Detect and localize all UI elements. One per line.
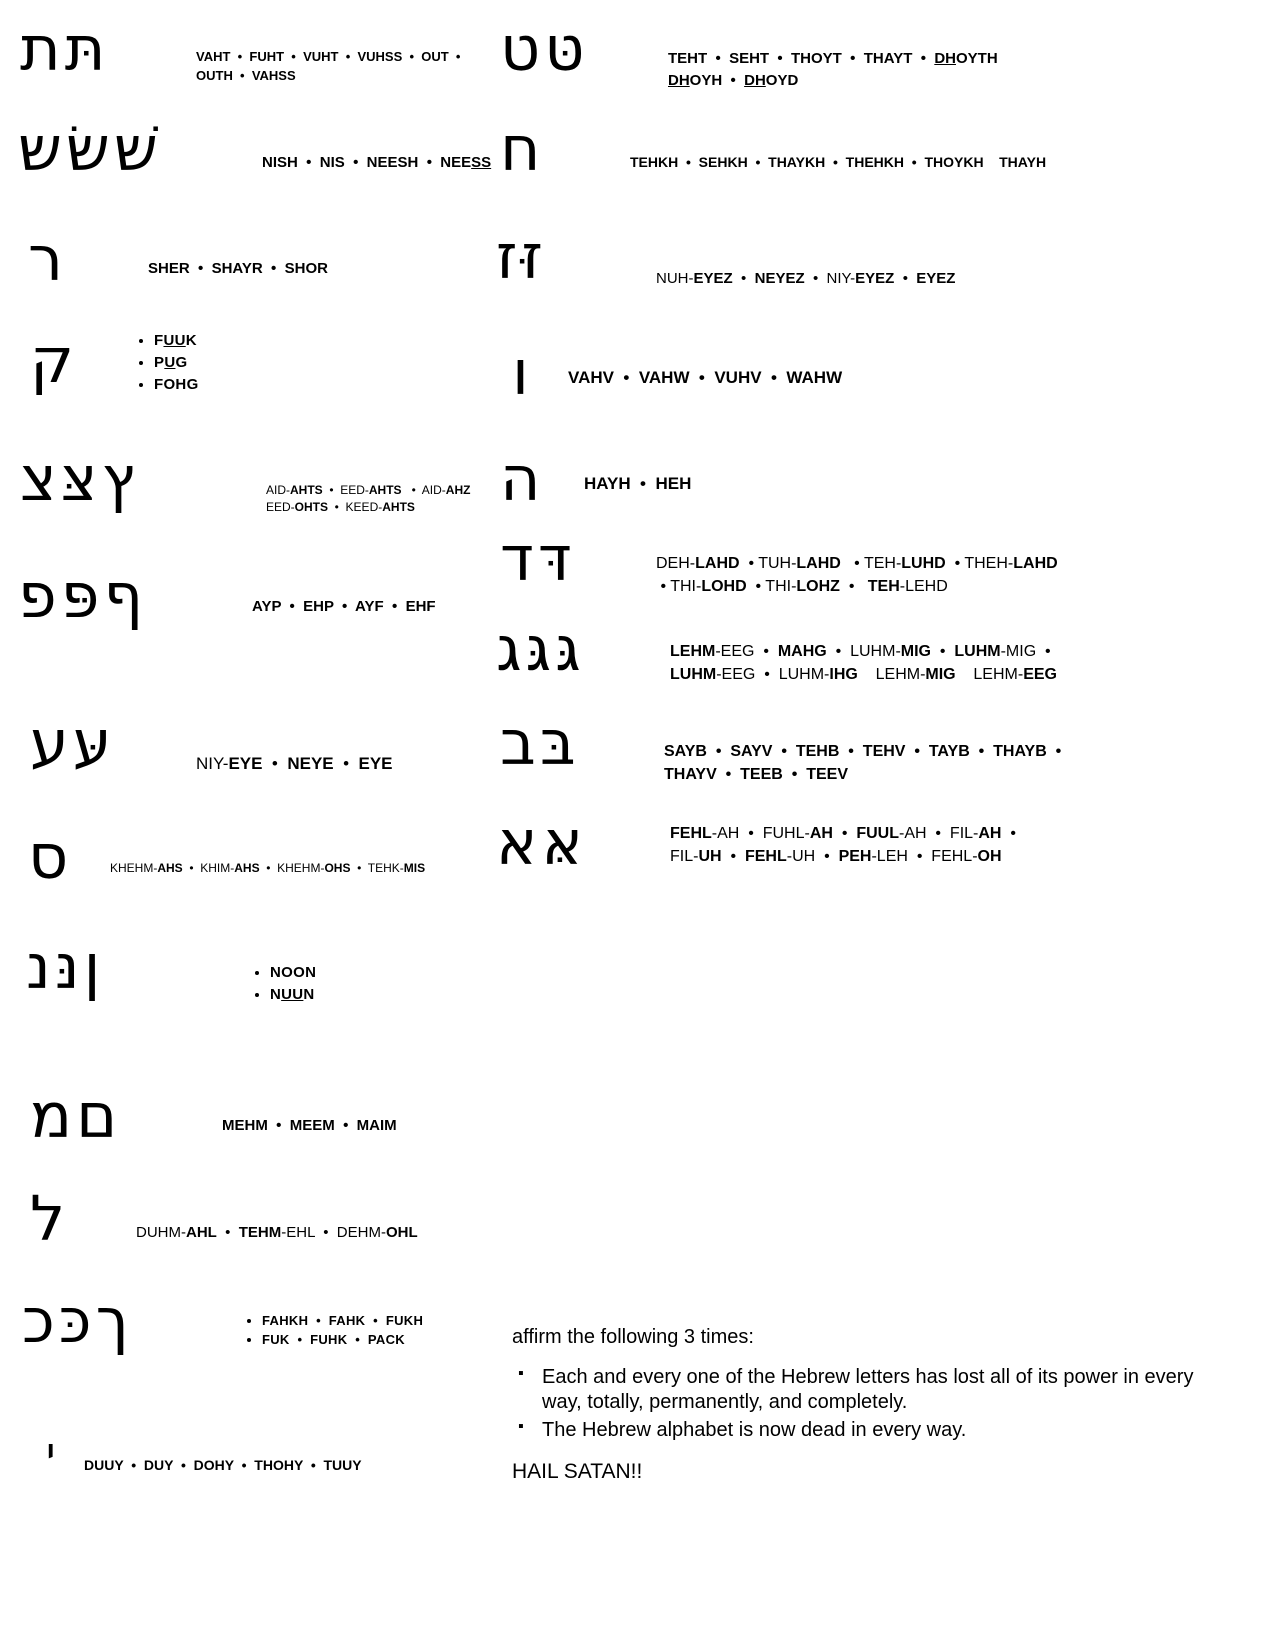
list-item: • NUUN — [270, 984, 452, 1006]
pronunciation-kaf — [244, 1312, 464, 1350]
list-item: • FUK • FUHK • PACK — [262, 1331, 464, 1350]
list-item: ▪ The Hebrew alphabet is now dead in every way. — [512, 1418, 1212, 1444]
hebrew-letter-vav: ו — [512, 336, 533, 409]
pronunciation-tet: TEHT • SEHT • THOYT • THAYT • DHOYTH DHOYH • DHOYD — [668, 50, 998, 89]
list-item: • NOON — [270, 962, 452, 984]
hebrew-letter-resh: ר — [28, 222, 67, 295]
pronunciation-dalet: DEH-LAHD • TUH-LAHD • TEH-LUHD • THEH-LAHD • THI-LOHD • THI-LOHZ • TEH-LEHD — [656, 555, 1058, 596]
hebrew-letter-tsadi: ץצּצ — [20, 442, 140, 515]
pronunciation-yod: DUUY • DUY • DOHY • THOHY • TUUY — [84, 1457, 362, 1473]
hebrew-letter-lamed: ל — [30, 1182, 70, 1255]
hebrew-letter-dalet: דּד — [500, 522, 576, 595]
pronunciation-list — [252, 962, 452, 1006]
pronunciation-samekh: KHEHM-AHS • KHIM-AHS • KHEHM-OHS • TEHK-MIS — [110, 861, 426, 875]
hebrew-letter-shin: שׁשׂש — [18, 112, 162, 185]
hebrew-letter-pe: ףפּפ — [18, 559, 148, 632]
pronunciation-pe: AYP • EHP • AYF • EHF — [252, 598, 436, 615]
list-item: ▪ Each and every one of the Hebrew letters has lost all of its power in every way, totally, permanently, and completely. — [512, 1365, 1212, 1416]
hebrew-letter-kaf: ךכּכ — [22, 1284, 133, 1357]
hebrew-letter-gimel: גּגּג — [496, 612, 585, 685]
pronunciation-het: TEHKH • SEHKH • THAYKH • THEHKH • THOYKH THAYH — [630, 154, 1047, 170]
pronunciation-vav: VAHV • VAHW • VUHV • WAHW — [568, 368, 843, 387]
pronunciation-lamed: DUHM-AHL • TEHM-EHL • DEHM-OHL — [136, 1224, 418, 1241]
hebrew-letter-samekh: ס — [28, 820, 73, 893]
pronunciation-bet: SAYB • SAYV • TEHB • TEHV • TAYB • THAYB • THAYV • TEEB • TEEV — [664, 743, 1062, 784]
pronunciation-list — [244, 1312, 464, 1350]
affirmation-block — [512, 1325, 1212, 1486]
pronunciation-resh: SHER • SHAYR • SHOR — [148, 260, 328, 277]
hebrew-letter-yod: י — [46, 1428, 60, 1477]
hebrew-letter-qof: ק — [30, 324, 78, 397]
pronunciation-ayin: NIY-EYE • NEYE • EYE — [196, 754, 393, 773]
pronunciation-mem: MEHM • MEEM • MAIM — [222, 1117, 397, 1134]
hebrew-letter-tet: טּט — [500, 12, 589, 85]
hebrew-letter-tav: תּת — [20, 12, 110, 85]
hebrew-letter-alef: אּא — [496, 806, 587, 879]
pronunciation-he: HAYH • HEH — [584, 474, 692, 493]
pronunciation-qof — [136, 330, 336, 395]
list-item: • FAHKH • FAHK • FUKH — [262, 1312, 464, 1331]
pronunciation-alef: FEHL-AH • FUHL-AH • FUUL-AH • FIL-AH • FIL-UH • FEHL-UH • PEH-LEH • FEHL-OH — [670, 825, 1016, 866]
pronunciation-gimel: LEHM-EEG • MAHG • LUHM-MIG • LUHM-MIG • LUHM-EEG • LUHM-IHG LEHM-MIG LEHM-EEG — [670, 643, 1057, 684]
affirmation-list — [512, 1365, 1212, 1444]
pronunciation-list — [136, 330, 336, 395]
pronunciation-shin: NISH • NIS • NEESH • NEESS — [262, 154, 492, 171]
hebrew-letter-he: ה — [500, 442, 545, 515]
list-item: • FUUK — [154, 330, 336, 352]
pronunciation-zayin: NUH-EYEZ • NEYEZ • NIY-EYEZ • EYEZ — [656, 270, 956, 287]
hebrew-letter-bet: בּב — [500, 706, 580, 779]
pronunciation-tsadi: AID-AHTS • EED-AHTS • AID-AHZ EED-OHTS • KEED-AHTS — [266, 483, 471, 515]
hebrew-letter-ayin: עּע — [30, 706, 116, 779]
affirmation-closing: HAIL SATAN!! — [512, 1460, 643, 1484]
pronunciation-tav: VAHT • FUHT • VUHT • VUHSS • OUT • OUTH • VAHSS — [196, 49, 465, 83]
affirmation-lead: affirm the following 3 times: — [512, 1326, 754, 1348]
pronunciation-nun — [252, 962, 452, 1006]
hebrew-letter-zayin: זּז — [496, 220, 547, 293]
hebrew-letter-mem: םמ — [30, 1079, 122, 1152]
hebrew-letter-het: ח — [500, 112, 545, 185]
list-item: • PUG — [154, 352, 336, 374]
list-item: • FOHG — [154, 374, 336, 396]
hebrew-letter-nun: ןנּנ — [26, 930, 105, 1003]
